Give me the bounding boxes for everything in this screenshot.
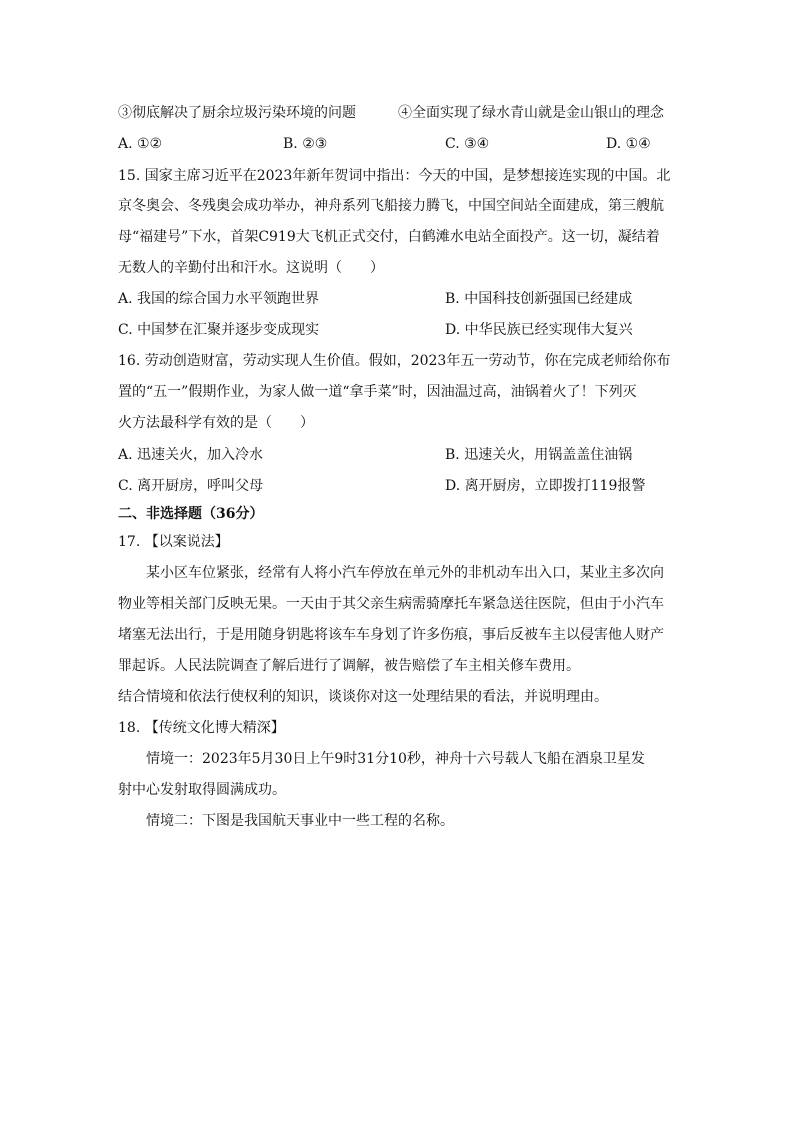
q16-line-1: 16. 劳动创造财富，劳动实现人生价值。假如，2023年五一劳动节，你在完成老师给你布 [118, 353, 671, 369]
q15-line-3: 母“福建号”下水，首架C919大飞机正式交付，白鹤滩水电站全面投产。这一切，凝结着 [118, 229, 660, 245]
q14-option-d: D. ①④ [606, 136, 651, 152]
q16-option-b: B. 迅速关火，用锅盖盖住油锅 [445, 447, 633, 463]
q15-option-c: C. 中国梦在汇聚并逐步变成现实 [118, 322, 320, 338]
q15-option-a: A. 我国的综合国力水平领跑世界 [118, 291, 320, 307]
q16-option-c: C. 离开厨房，呼叫父母 [118, 478, 264, 494]
q18-scene-1-line-1: 情境一：2023年5月30日上午9时31分10秒，神舟十六号载人飞船在酒泉卫星发 [146, 751, 645, 767]
section-2-heading: 二、非选择题（36分） [118, 506, 264, 522]
q15-option-d: D. 中华民族已经实现伟大复兴 [445, 322, 633, 338]
q16-option-a: A. 迅速关火，加入冷水 [118, 447, 264, 463]
q16-line-3: 火方法最科学有效的是（ ） [118, 415, 314, 431]
q17-prompt: 结合情境和依法行使权利的知识，谈谈你对这一处理结果的看法，并说明理由。 [118, 689, 608, 705]
q14-option-b: B. ②③ [283, 136, 328, 152]
q15-line-4: 无数人的辛勤付出和汗水。这说明（ ） [118, 260, 384, 276]
q18-scene-2: 情境二：下图是我国航天事业中一些工程的名称。 [146, 813, 454, 829]
q14-option-a: A. ①② [118, 136, 163, 152]
q16-option-d: D. 离开厨房，立即拨打119报警 [445, 478, 646, 494]
q15-option-b: B. 中国科技创新强国已经建成 [445, 291, 633, 307]
q18-scene-1-line-2: 射中心发射取得圆满成功。 [118, 782, 286, 798]
q17-para-line-4: 罪起诉。人民法院调查了解后进行了调解，被告赔偿了车主相关修车费用。 [118, 658, 580, 674]
q15-line-1: 15. 国家主席习近平在2023年新年贺词中指出：今天的中国，是梦想接连实现的中国。北 [118, 168, 671, 184]
q16-line-2: 置的“五一”假期作业，为家人做一道“拿手菜”时，因油温过高，油锅着火了！下列灭 [118, 384, 637, 400]
q14-statement-4: ④全面实现了绿水青山就是金山银山的理念 [398, 105, 664, 121]
q18-title: 18. 【传统文化博大精深】 [118, 720, 285, 736]
q17-title: 17. 【以案说法】 [118, 534, 229, 550]
q17-para-line-1: 某小区车位紧张，经常有人将小汽车停放在单元外的非机动车出入口，某业主多次向 [146, 565, 664, 581]
q14-statement-3: ③彻底解决了厨余垃圾污染环境的问题 [118, 105, 356, 121]
q17-para-line-2: 物业等相关部门反映无果。一天由于其父亲生病需骑摩托车紧急送往医院，但由于小汽车 [118, 596, 664, 612]
q14-option-c: C. ③④ [445, 136, 490, 152]
q17-para-line-3: 堵塞无法出行，于是用随身钥匙将该车车身划了许多伤痕，事后反被车主以侵害他人财产 [118, 627, 664, 643]
q15-line-2: 京冬奥会、冬残奥会成功举办，神舟系列飞船接力腾飞，中国空间站全面建成，第三艘航 [118, 198, 664, 214]
